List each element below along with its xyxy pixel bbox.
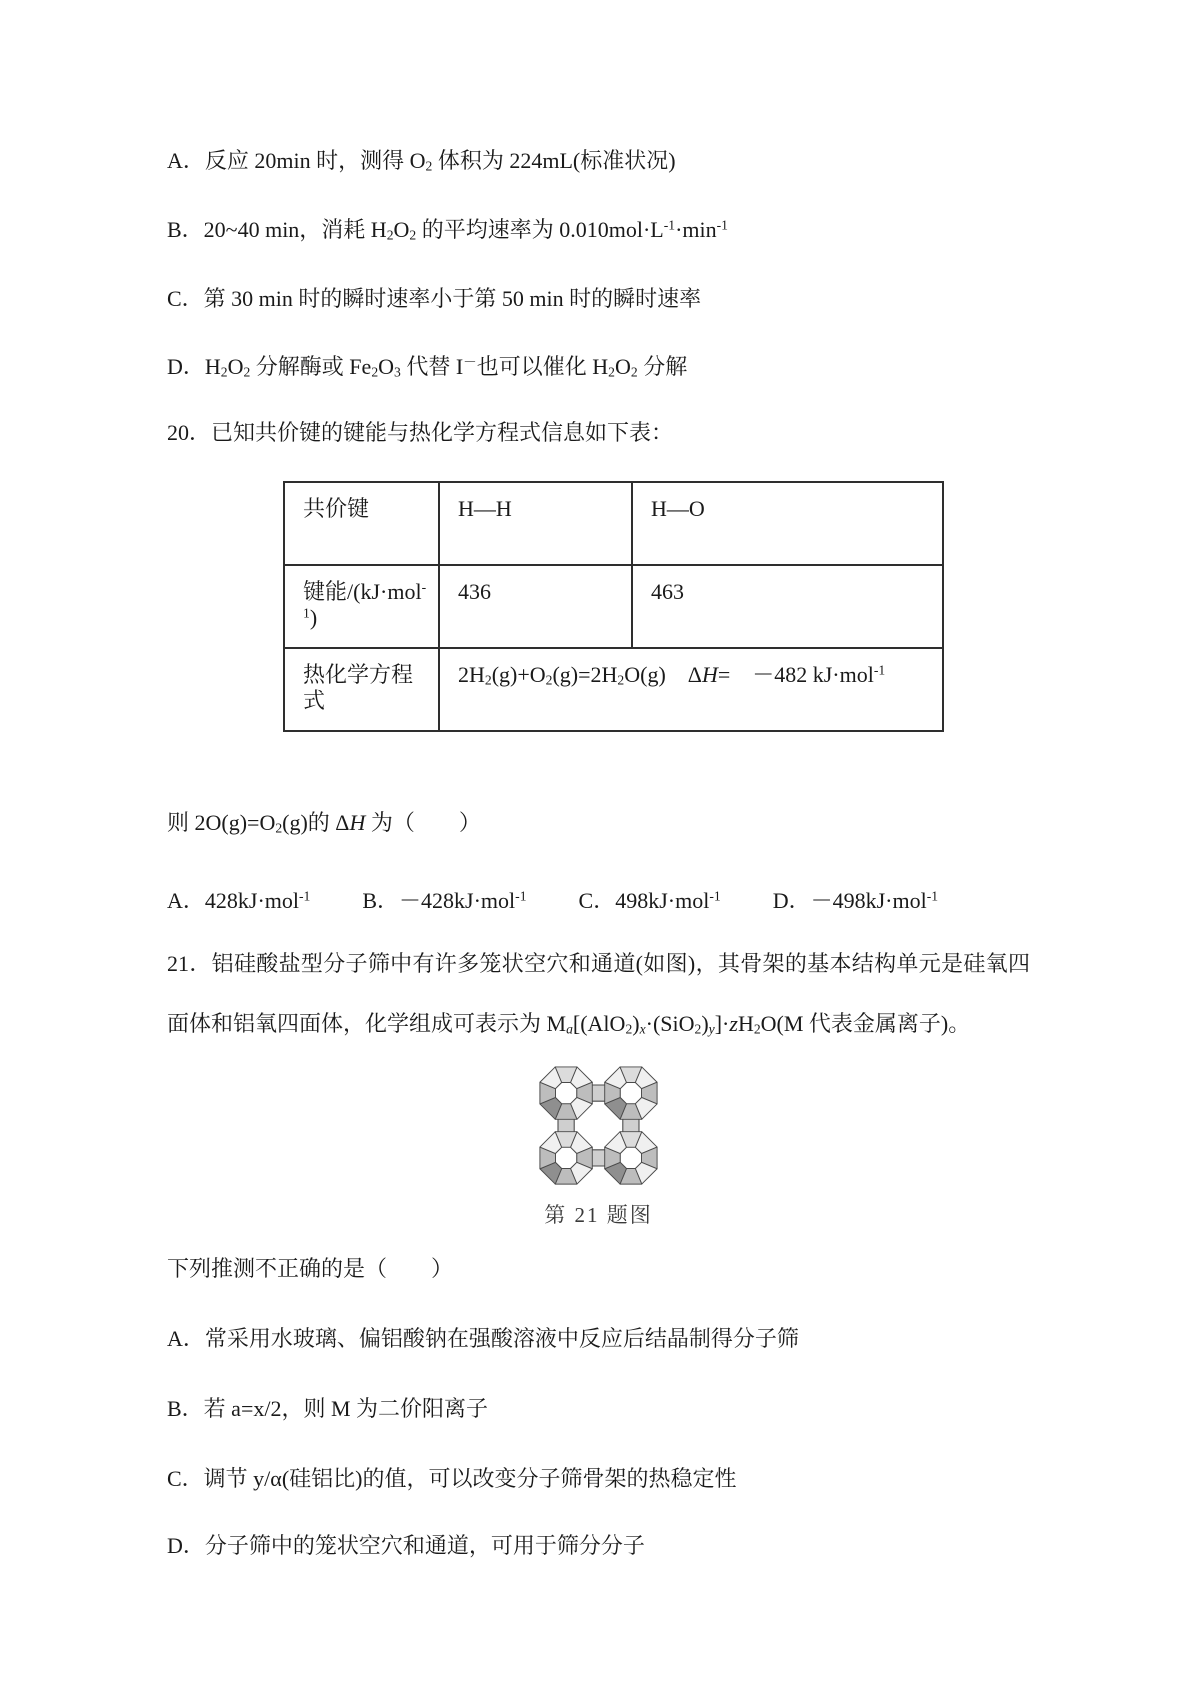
q21-stem: 21．铝硅酸盐型分子筛中有许多笼状空穴和通道(如图)，其骨架的基本结构单元是硅氧四面体和铝氧四面体，化学组成可表示为 $M_a[(AlO_2)_x\cdot(SiO_2)_y]\cdot zH_2O(M$ 代表金属离子)。 — [167, 951, 1030, 1037]
table-cell: H—O — [632, 482, 943, 565]
table-cell: $2H_2(g)+O_2(g)=2H_2O(g)$ ΔH= －482 kJ·mol$^{-1}$ — [439, 648, 943, 731]
q21-question: 下列推测不正确的是（ ） — [167, 1256, 454, 1281]
q21-option-b: B．若 a=x/2，则 M 为二价阳离子 — [167, 1396, 489, 1421]
q19-option-a: A．反应 20min 时，测得 $O_2$ 体积为 224mL(标准状况) — [167, 148, 676, 174]
table-row-thermochemical-equation — [284, 648, 943, 731]
table-cell: 共价键 — [284, 482, 439, 565]
zeolite-structure-icon — [531, 1058, 666, 1193]
q19-option-c: C．第 30 min 时的瞬时速率小于第 50 min 时的瞬时速率 — [167, 286, 702, 311]
q21-option-a: A．常采用水玻璃、偏铝酸钠在强酸溶液中反应后结晶制得分子筛 — [167, 1326, 799, 1351]
q20-option-b: B．－428kJ·mol$^{-1}$ — [362, 888, 527, 913]
table-row-covalent-bond — [284, 482, 943, 565]
bond-energy-table — [283, 481, 944, 732]
q19-option-d: D．$H_2O_2$ 分解酶或 $Fe_2O_3$ 代替 I－也可以催化 $H_2O_2$ 分解 — [167, 354, 688, 380]
table-cell: 436 — [439, 565, 632, 648]
q21-figure — [167, 1058, 1030, 1228]
q20-stem: 20．已知共价键的键能与热化学方程式信息如下表： — [167, 420, 674, 445]
q21-option-c: C．调节 y/α(硅铝比)的值，可以改变分子筛骨架的热稳定性 — [167, 1466, 737, 1491]
q20-option-c: C．498kJ·mol$^{-1}$ — [578, 888, 721, 913]
q21-option-d: D．分子筛中的笼状空穴和通道，可用于筛分分子 — [167, 1533, 645, 1558]
q20-option-d: D．－498kJ·mol$^{-1}$ — [772, 888, 939, 913]
table-row-bond-energy — [284, 565, 943, 648]
q20-option-a: A．428kJ·mol$^{-1}$ — [167, 888, 311, 913]
q21-figure-caption: 第 21 题图 — [544, 1203, 653, 1227]
table-cell: 463 — [632, 565, 943, 648]
q19-option-b: B．20~40 min，消耗 $H_2O_2$ 的平均速率为 $0.010mol\cdot L^{-1}\cdot\min^{-1}$ — [167, 217, 728, 243]
table-cell: 键能/(kJ·mol$^{-1}$) — [284, 565, 439, 648]
table-cell: 热化学方程式 — [284, 648, 439, 731]
table-cell: H—H — [439, 482, 632, 565]
q20-question: 则 $2O(g)=O_2(g)$的 ΔH 为（ ） — [167, 810, 481, 836]
q20-options-row — [167, 888, 1030, 914]
